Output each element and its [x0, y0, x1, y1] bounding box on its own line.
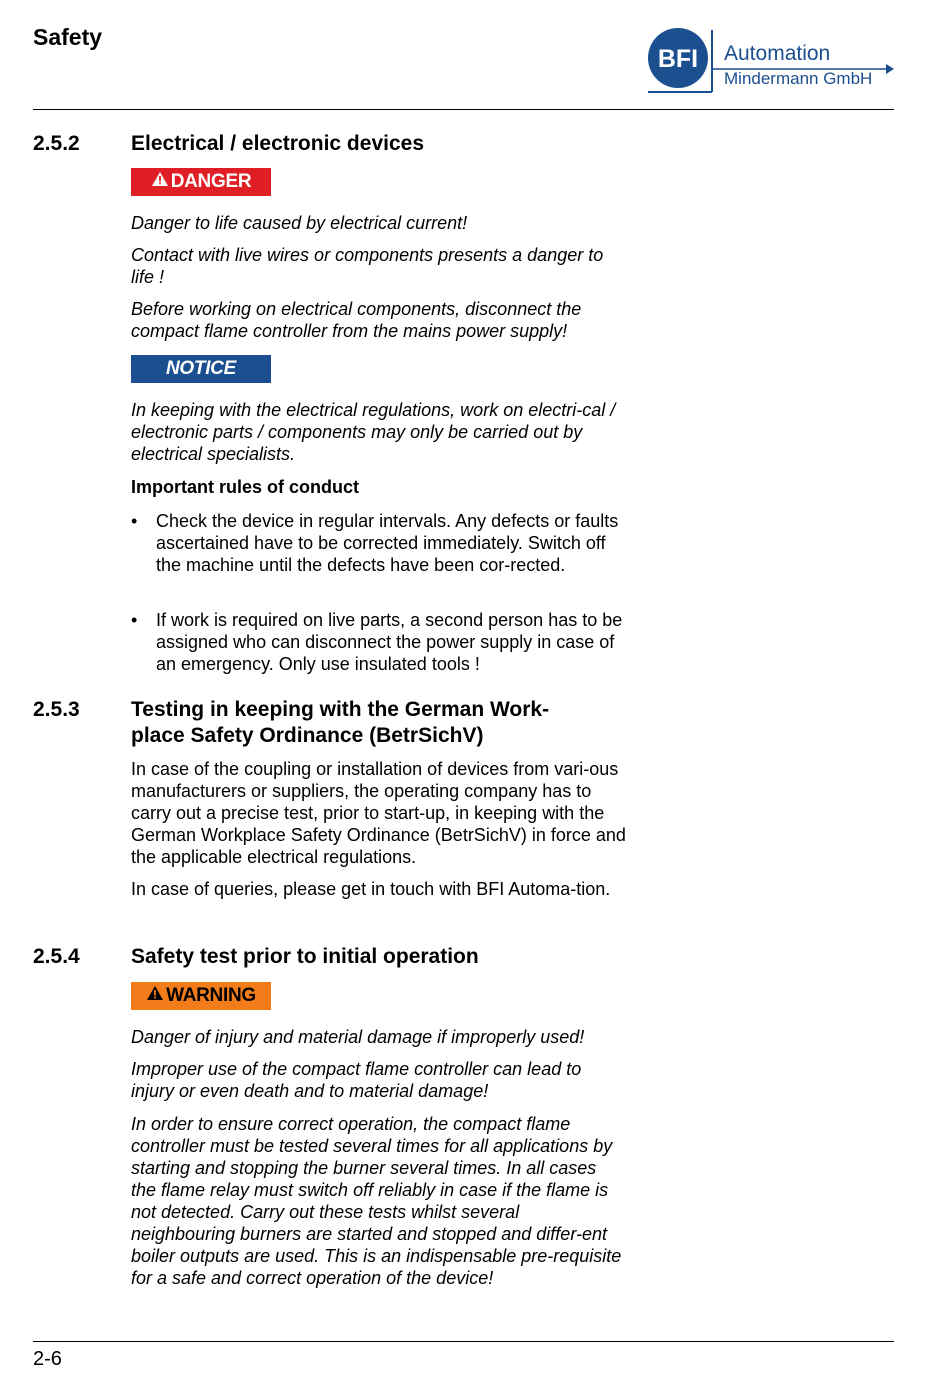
- body-text: In case of queries, please get in touch with BFI Automa-tion.: [131, 879, 611, 899]
- list-item-text: If work is required on live parts, a second person has to be assigned who can disconnect the power supply in case of an emergency. Only use insulated tools !: [156, 610, 623, 674]
- section-title: Testing in keeping with the German Work-place Safety Ordinance (BetrSichV): [131, 698, 550, 747]
- header-rule: [33, 109, 894, 110]
- list-item-text: Check the device in regular intervals. Any defects or faults ascertained have to be corrected immediately. Switch off the machine until the defects have been cor-rected.: [156, 511, 619, 575]
- logo-line-2: Mindermann GmbH: [724, 69, 873, 88]
- danger-text: Before working on electrical components, disconnect the compact flame controller from the mains power supply!: [131, 299, 582, 341]
- danger-label: DANGER: [170, 171, 252, 192]
- danger-text: Danger to life caused by electrical current!: [131, 213, 468, 233]
- warning-badge: [131, 982, 271, 1010]
- danger-badge: [131, 168, 271, 196]
- footer-rule: [33, 1341, 894, 1342]
- section-number: 2.5.4: [33, 945, 80, 968]
- page-header-title: Safety: [33, 24, 103, 50]
- section-title: Electrical / electronic devices: [131, 132, 424, 155]
- warning-text: Improper use of the compact flame controller can lead to injury or even death and to material damage!: [131, 1059, 582, 1101]
- section-number: 2.5.3: [33, 698, 80, 721]
- logo-line-1: Automation: [724, 42, 831, 65]
- logo-mark: BFI: [657, 45, 699, 73]
- notice-badge: [131, 355, 271, 383]
- bullet-icon: •: [131, 610, 138, 630]
- warning-text: In order to ensure correct operation, the compact flame controller must be tested several times for all applications by starting and stopping the burner several times. In all cases the flame relay must switch off reliably in case if the flame is not detected. Carry out these tests whilst several neighbouring burners are started and stopped and differ-ent boiler outputs are used. This is an indispensable pre-requisite for a safe and correct operation of the device!: [131, 1114, 622, 1288]
- bfi-logo: [648, 24, 898, 96]
- warning-triangle-icon: [146, 985, 164, 1007]
- body-text: In case of the coupling or installation of devices from vari-ous manufacturers or suppliers, the operating company has to carry out a precise test, prior to start-up, in keeping with the German Workplace Safety Ordinance (BetrSichV) in force and the applicable electrical regulations.: [131, 759, 626, 867]
- warning-label: WARNING: [166, 985, 256, 1006]
- warning-text: Danger of injury and material damage if improperly used!: [131, 1027, 585, 1047]
- page-number: 2-6: [33, 1348, 62, 1370]
- notice-label: NOTICE: [166, 358, 236, 379]
- rules-heading: Important rules of conduct: [131, 477, 360, 497]
- section-number: 2.5.2: [33, 132, 80, 155]
- section-title: Safety test prior to initial operation: [131, 945, 479, 968]
- notice-text: In keeping with the electrical regulations, work on electri-cal / electronic parts / components may only be carried out by electrical specialists.: [131, 400, 616, 464]
- warning-triangle-icon: [151, 171, 169, 193]
- bullet-icon: •: [131, 511, 138, 531]
- danger-text: Contact with live wires or components presents a danger to life !: [131, 245, 604, 287]
